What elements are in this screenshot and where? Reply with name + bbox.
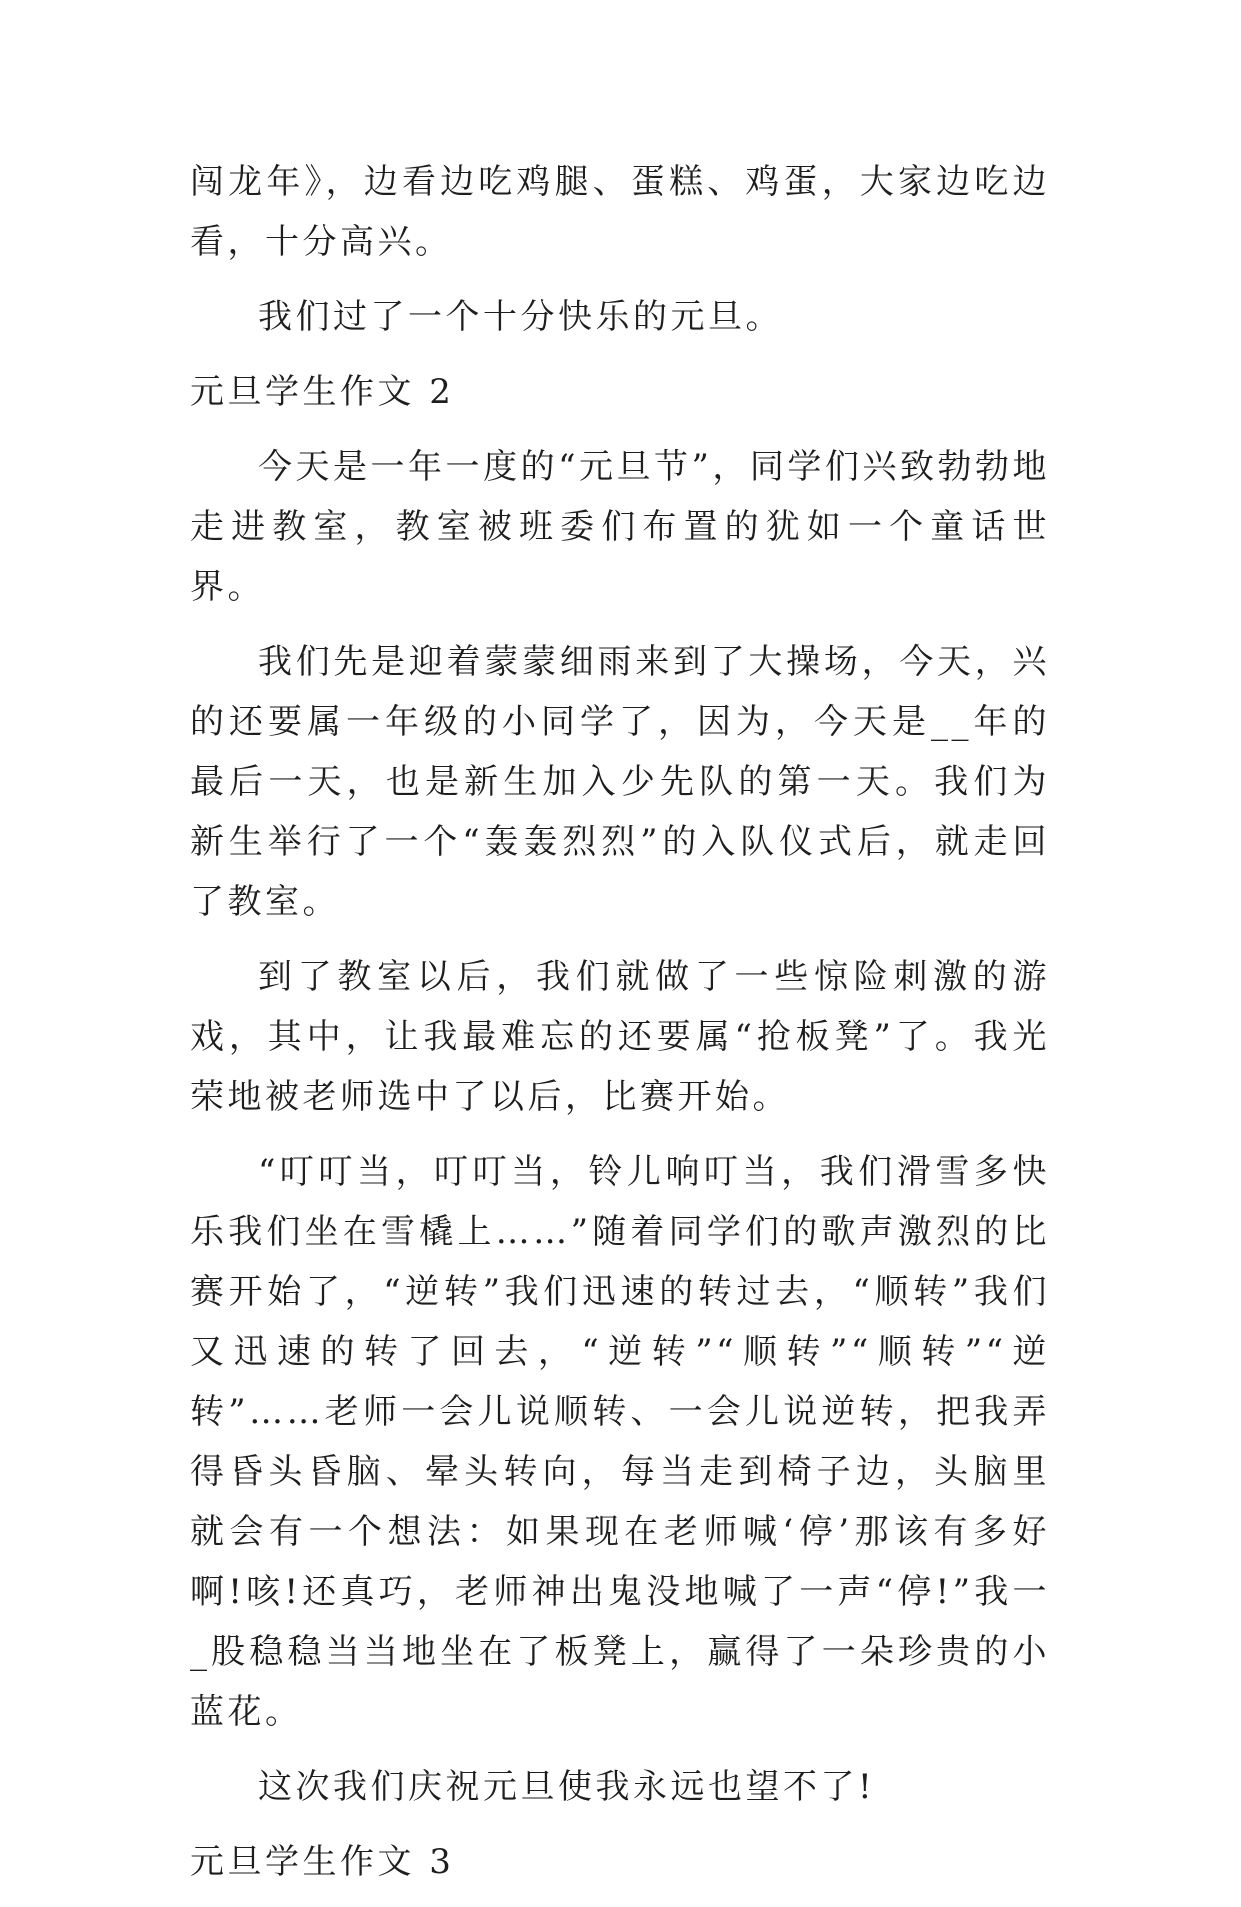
paragraph: 今天是一年一度的“元旦节”，同学们兴致勃勃地走进教室，教室被班委们布置的犹如一个童话世界。 [190,447,1050,607]
paragraph-continuation: 闯龙年》，边看边吃鸡腿、蛋糕、鸡蛋，大家边吃边看，十分高兴。 [190,162,1050,262]
paragraph: 我们先是迎着蒙蒙细雨来到了大操场，今天，兴的还要属一年级的小同学了，因为，今天是__年的最后一天，也是新生加入少先队的第一天。我们为新生举行了一个“轰轰烈烈”的入队仪式后，就走回了教室。 [190,642,1050,922]
essay-heading: 元旦学生作文 3 [190,1842,455,1882]
paragraph: 到了教室以后，我们就做了一些惊险刺激的游戏，其中，让我最难忘的还要属“抢板凳”了。我光荣地被老师选中了以后，比赛开始。 [190,957,1050,1117]
document-body [190,152,1050,1907]
paragraph: 我们过了一个十分快乐的元旦。 [258,297,783,337]
essay-heading: 元旦学生作文 2 [190,372,455,412]
paragraph: “叮叮当，叮叮当，铃儿响叮当，我们滑雪多快乐我们坐在雪橇上……”随着同学们的歌声激烈的比赛开始了，“逆转”我们迅速的转过去，“顺转”我们又迅速的转了回去，“逆转”“顺转”“顺转”“逆转”……老师一会儿说顺转、一会儿说逆转，把我弄得昏头昏脑、晕头转向，每当走到椅子边，头脑里就会有一个想法：如果现在老师喊‘停’那该有多好啊!咳!还真巧，老师神出鬼没地喊了一声“停!”我一_股稳稳当当地坐在了板凳上，赢得了一朵珍贵的小蓝花。 [190,1152,1050,1732]
paragraph: 这次我们庆祝元旦使我永远也望不了! [258,1767,876,1807]
